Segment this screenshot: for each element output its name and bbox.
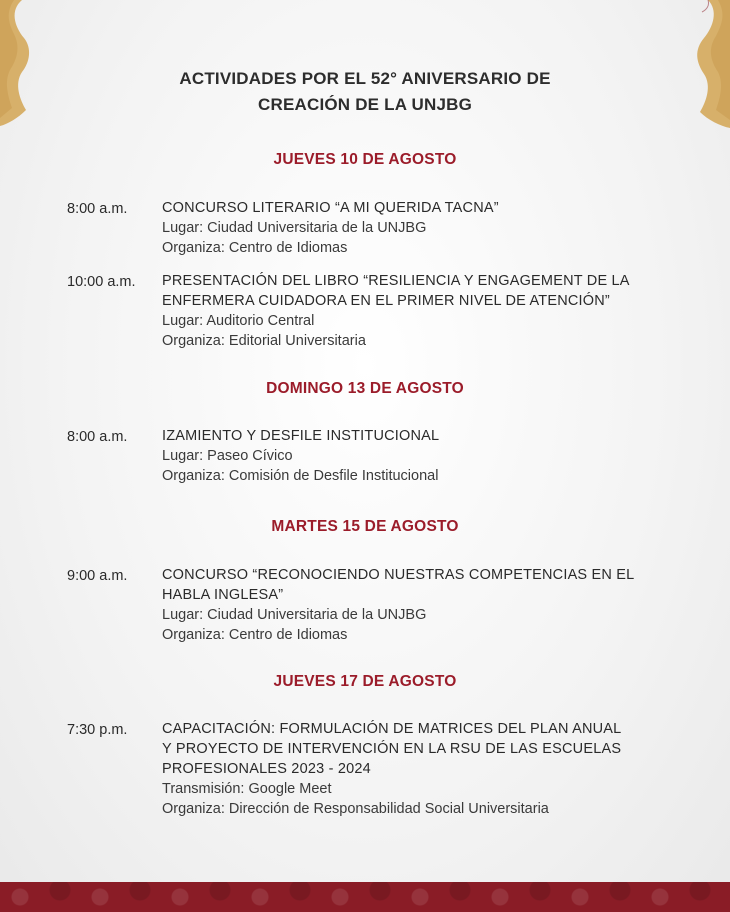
- event-title: CONCURSO “RECONOCIENDO NUESTRAS COMPETENCIAS EN EL HABLA INGLESA”: [162, 567, 635, 603]
- event-organizer: Organiza: Dirección de Responsabilidad Social Universitaria: [162, 801, 549, 817]
- event-details: [162, 565, 682, 645]
- event-details: [162, 271, 682, 351]
- event-time: 7:30 p.m.: [67, 722, 128, 738]
- page-title-line-1: ACTIVIDADES POR EL 52° ANIVERSARIO DE: [179, 69, 551, 88]
- event-place: Lugar: Ciudad Universitaria de la UNJBG: [162, 220, 427, 236]
- page-title: [0, 66, 730, 118]
- event-organizer: Organiza: Comisión de Desfile Institucional: [162, 468, 439, 484]
- event-title: CAPACITACIÓN: FORMULACIÓN DE MATRICES DEL PLAN ANUAL Y PROYECTO DE INTERVENCIÓN EN LA RSU DE LAS ESCUELAS PROFESIONALES 2023 - 2024: [162, 721, 622, 777]
- page-title-line-2: CREACIÓN DE LA UNJBG: [258, 95, 472, 114]
- event-place: Lugar: Ciudad Universitaria de la UNJBG: [162, 607, 427, 623]
- day-heading: JUEVES 10 DE AGOSTO: [273, 151, 457, 168]
- day-heading: DOMINGO 13 DE AGOSTO: [266, 380, 464, 397]
- event-title: IZAMIENTO Y DESFILE INSTITUCIONAL: [162, 428, 440, 444]
- event-details: [162, 198, 682, 258]
- event-time: 8:00 a.m.: [67, 429, 128, 445]
- event-time: 9:00 a.m.: [67, 568, 128, 584]
- event-organizer: Organiza: Editorial Universitaria: [162, 333, 366, 349]
- day-heading: JUEVES 17 DE AGOSTO: [273, 673, 457, 690]
- event-place: Lugar: Paseo Cívico: [162, 448, 293, 464]
- event-time: 10:00 a.m.: [67, 274, 136, 290]
- footer-pattern-band: [0, 882, 730, 912]
- event-organizer: Organiza: Centro de Idiomas: [162, 240, 348, 256]
- event-time: 8:00 a.m.: [67, 201, 128, 217]
- event-title: CONCURSO LITERARIO “A MI QUERIDA TACNA”: [162, 200, 499, 216]
- event-details: [162, 426, 682, 486]
- day-heading: MARTES 15 DE AGOSTO: [271, 518, 459, 535]
- event-place: Lugar: Auditorio Central: [162, 313, 315, 329]
- event-details: [162, 719, 682, 819]
- event-organizer: Organiza: Centro de Idiomas: [162, 627, 348, 643]
- event-place: Transmisión: Google Meet: [162, 781, 332, 797]
- event-title: PRESENTACIÓN DEL LIBRO “RESILIENCIA Y ENGAGEMENT DE LA ENFERMERA CUIDADORA EN EL PRIMER NIVEL DE ATENCIÓN”: [162, 273, 630, 309]
